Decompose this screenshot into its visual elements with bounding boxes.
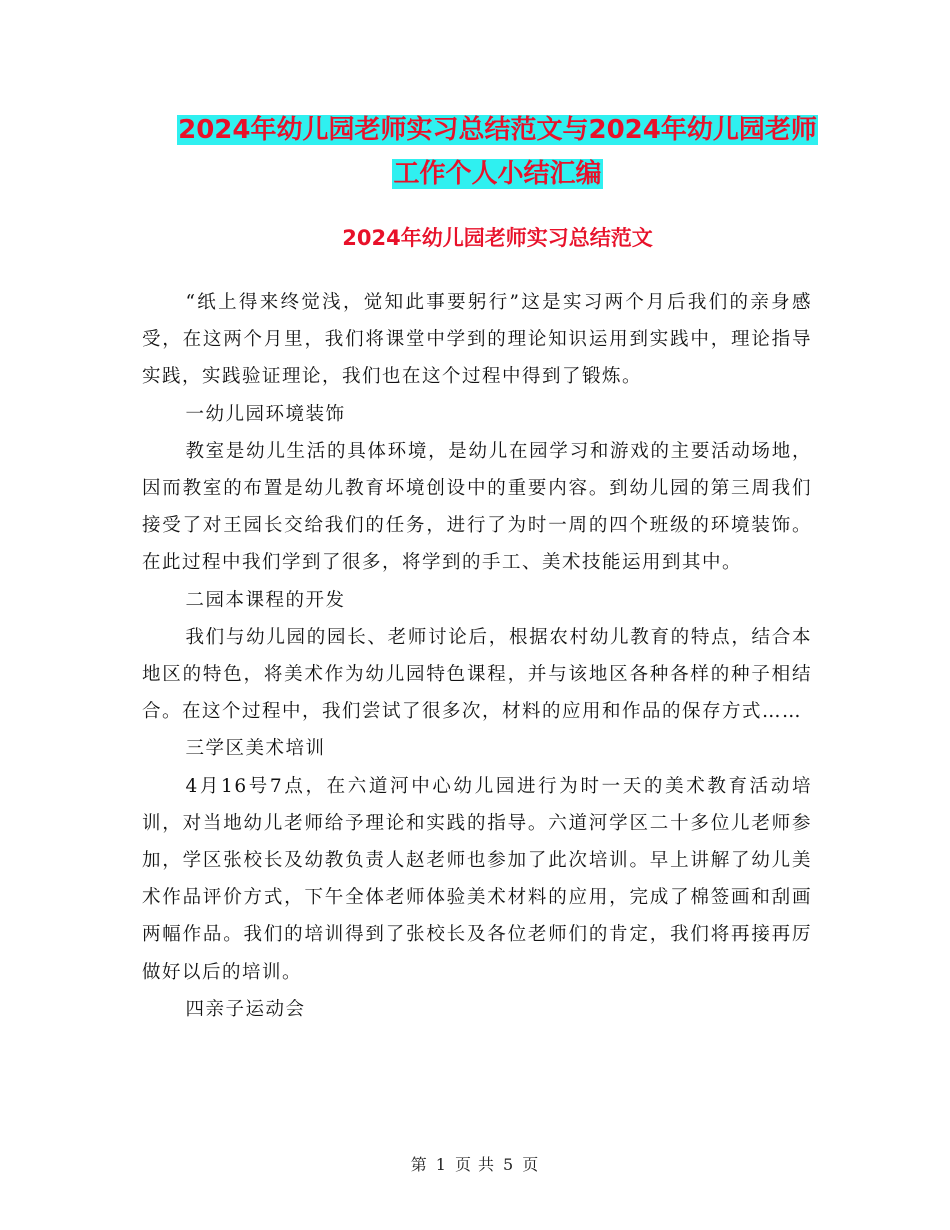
footer-suffix: 页 [522,1155,540,1174]
section-heading: 2024年幼儿园老师实习总结范文 [342,226,653,250]
subheading-training: 三学区美术培训 [185,738,326,760]
footer-prefix: 第 [410,1155,428,1174]
paragraph-training: 4月16号7点，在六道河中心幼儿园进行为时一天的美术教育活动培训，对当地幼儿老师给予理论和实践的指导。六道河学区二十多位儿老师参加，学区张校长及幼教负责人赵老师也参加了此次培训。早上讲解了幼儿美术作品评价方式，下午全体老师体验美术材料的应用，完成了棉签画和刮画两幅作品。我们的培训得到了张校长及各位老师们的肯定，我们将再接再厉做好以后的培训。 [142,775,812,983]
title-highlight: 2024年幼儿园老师实习总结范文与2024年幼儿园老师 [178,115,817,145]
footer-total-pages: 5 [503,1155,515,1174]
title-highlight: 工作个人小结汇编 [393,159,602,189]
document-body [142,284,812,1028]
paragraph-curriculum: 我们与幼儿园的园长、老师讨论后，根据农村幼儿教育的特点，结合本地区的特色，将美术作为幼儿园特色课程，并与该地区各种各样的种子相结合。在这个过程中，我们尝试了很多次，材料的应用和作品的保存方式…… [142,626,812,723]
paragraph-environment: 教室是幼儿生活的具体环境，是幼儿在园学习和游戏的主要活动场地，因而教室的布置是幼儿教育坏境创设中的重要内容。到幼儿园的第三周我们接受了对王园长交给我们的任务，进行了为时一周的四个班级的环境装饰。在此过程中我们学到了很多，将学到的手工、美术技能运用到其中。 [142,440,812,574]
document-title-line-1 [140,111,855,149]
subheading-environment: 一幼儿园环境装饰 [185,403,346,425]
footer-page-number: 1 [435,1155,447,1174]
subheading-sports-meet: 四亲子运动会 [185,998,306,1020]
footer-middle: 页 共 [454,1155,496,1174]
page-footer [0,1152,950,1175]
subheading-curriculum: 二园本课程的开发 [185,589,346,611]
document-title-line-2 [140,155,855,193]
paragraph-intro: “纸上得来终觉浅，觉知此事要躬行”这是实习两个月后我们的亲身感受，在这两个月里，我们将课堂中学到的理论知识运用到实践中，理论指导实践，实践验证理论，我们也在这个过程中得到了锻炼。 [142,292,812,388]
